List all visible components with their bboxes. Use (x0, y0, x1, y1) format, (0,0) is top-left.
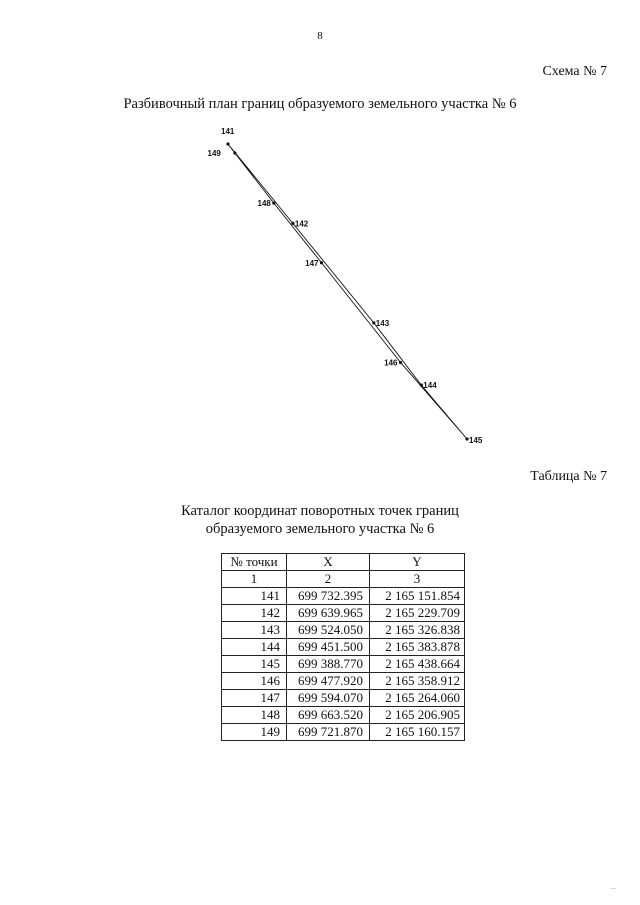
boundary-point-149 (233, 151, 236, 154)
table-row (222, 707, 465, 724)
cell-x: 699 524.050 (287, 622, 370, 639)
header-x: X (287, 554, 370, 571)
coordinate-table (221, 553, 465, 741)
cell-point: 147 (222, 690, 287, 707)
table-row (222, 622, 465, 639)
page-number: 8 (317, 30, 323, 42)
boundary-point-147 (320, 261, 323, 264)
point-label-141: 141 (221, 127, 235, 136)
cell-x: 699 732.395 (287, 588, 370, 605)
table-column-numbers-row (222, 571, 465, 588)
boundary-point-146 (399, 361, 402, 364)
cell-point: 149 (222, 724, 287, 741)
table-row (222, 605, 465, 622)
point-label-146: 146 (384, 358, 398, 368)
cell-y: 2 165 264.060 (370, 690, 465, 707)
table-body (222, 588, 465, 741)
table-row (222, 690, 465, 707)
catalog-title-line2: образуемого земельного участка № 6 (205, 521, 435, 537)
table-row (222, 639, 465, 656)
corner-mark: ... (610, 883, 616, 891)
scheme-label: Схема № 7 (542, 64, 607, 79)
cell-x: 699 663.520 (287, 707, 370, 724)
point-label-147: 147 (305, 258, 319, 268)
boundary-plan (0, 120, 640, 460)
cell-point: 148 (222, 707, 287, 724)
table-row (222, 588, 465, 605)
cell-y: 2 165 358.912 (370, 673, 465, 690)
cell-y: 2 165 326.838 (370, 622, 465, 639)
table-row (222, 673, 465, 690)
cell-y: 2 165 438.664 (370, 656, 465, 673)
parcel-boundary (228, 144, 467, 439)
point-label-143: 143 (375, 318, 390, 328)
cell-x: 699 477.920 (287, 673, 370, 690)
cell-x: 699 451.500 (287, 639, 370, 656)
cell-point: 146 (222, 673, 287, 690)
cell-y: 2 165 229.709 (370, 605, 465, 622)
cell-point: 145 (222, 656, 287, 673)
cell-x: 699 388.770 (287, 656, 370, 673)
column-number-1: 1 (222, 571, 287, 588)
cell-y: 2 165 160.157 (370, 724, 465, 741)
cell-y: 2 165 151.854 (370, 588, 465, 605)
table-header-row (222, 554, 465, 571)
cell-point: 142 (222, 605, 287, 622)
catalog-title (0, 502, 640, 538)
header-point: № точки (222, 554, 287, 571)
cell-x: 699 639.965 (287, 605, 370, 622)
cell-x: 699 721.870 (287, 724, 370, 741)
table-label: Таблица № 7 (530, 469, 607, 484)
table-row (222, 656, 465, 673)
column-number-3: 3 (370, 571, 465, 588)
plan-title: Разбивочный план границ образуемого земельного участка № 6 (123, 96, 517, 112)
boundary-point-148 (272, 202, 275, 205)
point-label-142: 142 (294, 219, 309, 229)
cell-y: 2 165 206.905 (370, 707, 465, 724)
point-label-145: 145 (469, 436, 483, 445)
catalog-title-line1: Каталог координат поворотных точек границ (181, 503, 459, 519)
boundary-point-141 (226, 142, 229, 145)
cell-y: 2 165 383.878 (370, 639, 465, 656)
point-label-149: 149 (207, 149, 221, 158)
cell-point: 141 (222, 588, 287, 605)
point-label-148: 148 (257, 199, 271, 209)
table-row (222, 724, 465, 741)
cell-x: 699 594.070 (287, 690, 370, 707)
header-y: Y (370, 554, 465, 571)
cell-point: 144 (222, 639, 287, 656)
point-label-144: 144 (423, 381, 437, 391)
cell-point: 143 (222, 622, 287, 639)
column-number-2: 2 (287, 571, 370, 588)
